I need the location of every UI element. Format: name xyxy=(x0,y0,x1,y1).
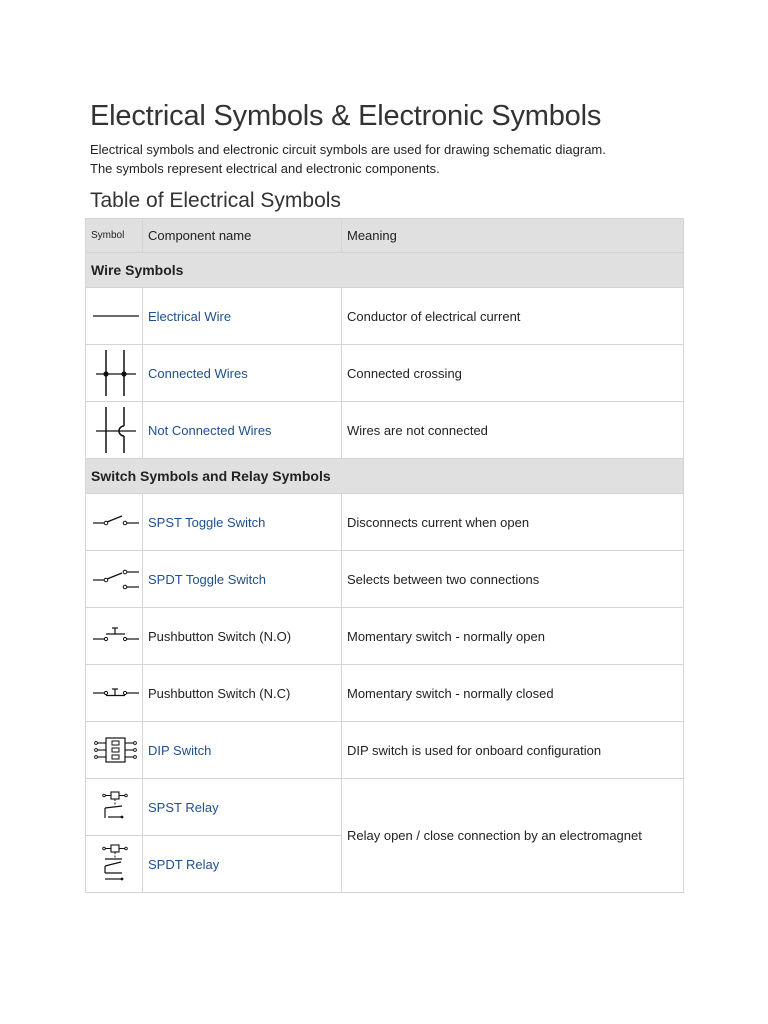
table-row xyxy=(86,551,684,608)
component-link[interactable]: Electrical Wire xyxy=(148,308,232,324)
component-link[interactable]: SPST Toggle Switch xyxy=(148,514,266,530)
table-row xyxy=(86,494,684,551)
spst-relay-icon xyxy=(91,787,141,827)
symbol-cell xyxy=(86,836,143,893)
table-row xyxy=(86,779,684,836)
section-row-switch-relay-symbols xyxy=(86,459,684,494)
symbol-cell xyxy=(86,779,143,836)
intro-line-1: Electrical symbols and electronic circuit symbols are used for drawing schematic diagram. xyxy=(90,142,606,157)
component-label: Pushbutton Switch (N.O) xyxy=(148,628,292,644)
component-name[interactable] xyxy=(143,402,342,459)
pushbutton-no-icon xyxy=(91,624,141,648)
symbol-cell xyxy=(86,345,143,402)
symbol-cell xyxy=(86,551,143,608)
header-meaning: Meaning xyxy=(342,219,684,253)
component-name[interactable] xyxy=(143,345,342,402)
component-name[interactable] xyxy=(143,836,342,893)
meaning-cell: Momentary switch - normally closed xyxy=(342,665,684,722)
component-name[interactable] xyxy=(143,779,342,836)
table-row xyxy=(86,402,684,459)
table-row xyxy=(86,345,684,402)
dip-switch-icon xyxy=(91,733,141,767)
section-title: Switch Symbols and Relay Symbols xyxy=(86,459,684,494)
meaning-cell: Connected crossing xyxy=(342,345,684,402)
component-link[interactable]: Connected Wires xyxy=(148,365,248,381)
table-row xyxy=(86,665,684,722)
component-link[interactable]: SPDT Toggle Switch xyxy=(148,571,267,587)
header-component-name: Component name xyxy=(143,219,342,253)
component-name xyxy=(143,665,342,722)
table-row xyxy=(86,288,684,345)
spdt-relay-icon xyxy=(91,841,141,887)
component-name[interactable] xyxy=(143,494,342,551)
intro-line-2: The symbols represent electrical and electronic components. xyxy=(90,161,440,176)
electrical-wire-icon xyxy=(91,291,141,341)
component-link[interactable]: DIP Switch xyxy=(148,742,212,758)
meaning-cell: Conductor of electrical current xyxy=(342,288,684,345)
meaning-cell: Momentary switch - normally open xyxy=(342,608,684,665)
symbol-cell xyxy=(86,608,143,665)
component-label: Pushbutton Switch (N.C) xyxy=(148,685,291,701)
table-title: Table of Electrical Symbols xyxy=(90,189,341,212)
symbol-cell xyxy=(86,288,143,345)
meaning-cell: Disconnects current when open xyxy=(342,494,684,551)
meaning-cell: DIP switch is used for onboard configuration xyxy=(342,722,684,779)
spst-toggle-switch-icon xyxy=(91,507,141,537)
component-name[interactable] xyxy=(143,722,342,779)
symbol-cell xyxy=(86,665,143,722)
pushbutton-nc-icon xyxy=(91,681,141,705)
component-name[interactable] xyxy=(143,551,342,608)
section-row-wire-symbols xyxy=(86,253,684,288)
meaning-cell: Selects between two connections xyxy=(342,551,684,608)
component-link[interactable]: Not Connected Wires xyxy=(148,422,272,438)
section-title: Wire Symbols xyxy=(86,253,684,288)
component-link[interactable]: SPST Relay xyxy=(148,799,219,815)
not-connected-wires-icon xyxy=(91,404,141,456)
table-row xyxy=(86,722,684,779)
intro-text xyxy=(90,140,606,178)
component-link[interactable]: SPDT Relay xyxy=(148,856,220,872)
connected-wires-icon xyxy=(91,347,141,399)
spdt-toggle-switch-icon xyxy=(91,562,141,596)
symbol-cell xyxy=(86,402,143,459)
component-name[interactable] xyxy=(143,288,342,345)
table-header-row xyxy=(86,219,684,253)
header-symbol: Symbol xyxy=(86,219,143,253)
symbols-table xyxy=(85,218,684,893)
table-row xyxy=(86,608,684,665)
meaning-cell: Wires are not connected xyxy=(342,402,684,459)
symbol-cell xyxy=(86,722,143,779)
meaning-cell: Relay open / close connection by an electromagnet xyxy=(342,779,684,893)
page-title: Electrical Symbols & Electronic Symbols xyxy=(90,100,602,132)
component-name xyxy=(143,608,342,665)
symbol-cell xyxy=(86,494,143,551)
